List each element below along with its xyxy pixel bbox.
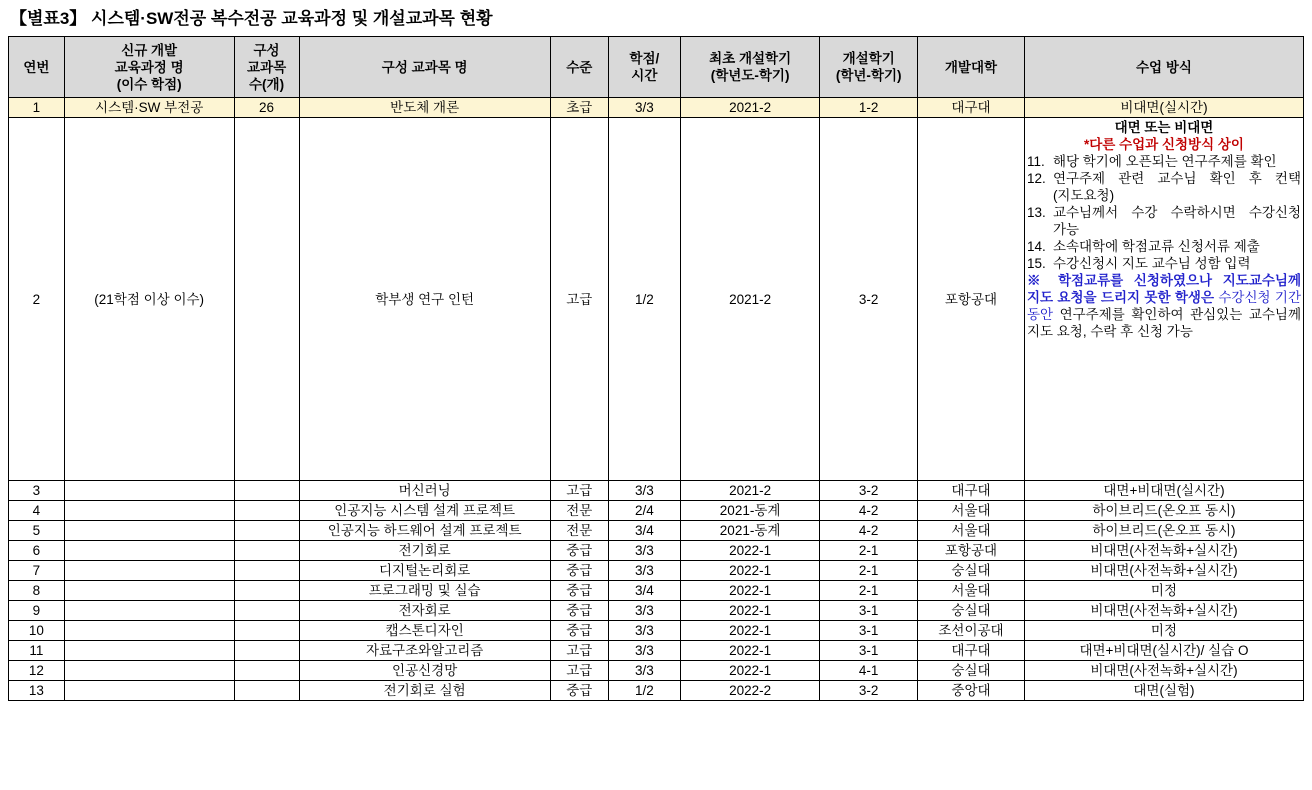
cell-open-term: 4-1 [820, 661, 918, 681]
cell-subject-name: 반도체 개론 [299, 98, 550, 118]
cell-level: 중급 [550, 561, 608, 581]
col-header-open-term [820, 37, 918, 98]
cell-course-name [64, 581, 234, 601]
notes-list-item [1027, 153, 1301, 170]
cell-index: 13 [9, 681, 65, 701]
cell-credit-hours: 1/2 [608, 118, 680, 481]
notes-item-text: 교수님께서 수강 수락하시면 수강신청 가능 [1052, 205, 1301, 237]
col-header-open-term-line-2: (학년-학기) [835, 68, 902, 83]
cell-level: 중급 [550, 621, 608, 641]
notes-list-item [1027, 238, 1301, 255]
cell-subject-name: 자료구조와알고리즘 [299, 641, 550, 661]
page-title: 【별표3】 시스템·SW전공 복수전공 교육과정 및 개설교과목 현황 [10, 9, 493, 28]
cell-dev-univ: 서울대 [918, 521, 1025, 541]
table-row [9, 118, 1304, 481]
cell-index: 2 [9, 118, 65, 481]
cell-level: 전문 [550, 501, 608, 521]
cell-dev-univ: 숭실대 [918, 661, 1025, 681]
cell-subject-count [234, 118, 299, 481]
notes-footnote-suffix: 연구주제를 확인하여 관심있는 교수님께 지도 요청, 수락 후 신청 가능 [1026, 307, 1301, 339]
table-row [9, 661, 1304, 681]
cell-index: 5 [9, 521, 65, 541]
col-header-first-term [680, 37, 819, 98]
notes-list-item [1027, 170, 1301, 204]
cell-first-term: 2021-2 [680, 118, 819, 481]
cell-dev-univ: 중앙대 [918, 681, 1025, 701]
cell-open-term: 3-1 [820, 601, 918, 621]
notes-list-item [1027, 204, 1301, 238]
notes-item-number: 11. [1026, 154, 1045, 169]
notes-item-text: 수강신청시 지도 교수님 성함 입력 [1052, 256, 1251, 271]
cell-level: 고급 [550, 118, 608, 481]
cell-level: 중급 [550, 681, 608, 701]
cell-credit-hours: 3/3 [608, 481, 680, 501]
cell-class-method: 비대면(사전녹화+실시간) [1024, 561, 1303, 581]
cell-subject-name: 인공지능 하드웨어 설계 프로젝트 [299, 521, 550, 541]
cell-dev-univ: 서울대 [918, 581, 1025, 601]
cell-course-name [64, 601, 234, 621]
table-row [9, 581, 1304, 601]
cell-level: 중급 [550, 601, 608, 621]
cell-index: 12 [9, 661, 65, 681]
cell-dev-univ: 대구대 [918, 98, 1025, 118]
table-body [9, 98, 1304, 701]
notes-item-text: 해당 학기에 오픈되는 연구주제를 확인 [1052, 154, 1277, 169]
cell-class-method: 미정 [1024, 581, 1303, 601]
col-header-subject-count-line-1: 구성 [253, 42, 280, 58]
table-row [9, 541, 1304, 561]
col-header-dev-univ [918, 37, 1025, 98]
cell-first-term: 2022-1 [680, 541, 819, 561]
cell-credit-hours: 3/4 [608, 581, 680, 601]
cell-level: 초급 [550, 98, 608, 118]
col-header-dev-univ-line-1: 개발대학 [944, 59, 998, 75]
cell-class-method: 미정 [1024, 621, 1303, 641]
table-row [9, 681, 1304, 701]
cell-subject-count [234, 561, 299, 581]
cell-index: 1 [9, 98, 65, 118]
cell-dev-univ: 숭실대 [918, 601, 1025, 621]
notes-warning: *다른 수업과 신청방식 상이 [1083, 137, 1244, 152]
cell-course-name [64, 661, 234, 681]
cell-course-name [64, 501, 234, 521]
notes-item-text: 연구주제 관련 교수님 확인 후 컨택(지도요청) [1052, 171, 1301, 203]
cell-course-name [64, 621, 234, 641]
cell-index: 6 [9, 541, 65, 561]
cell-dev-univ: 포항공대 [918, 118, 1025, 481]
cell-subject-count [234, 501, 299, 521]
cell-class-method: 대면(실험) [1024, 681, 1303, 701]
cell-credit-hours: 3/4 [608, 521, 680, 541]
cell-course-name [64, 541, 234, 561]
col-header-index-line-1: 연번 [23, 59, 50, 75]
col-header-level [550, 37, 608, 98]
cell-course-name [64, 481, 234, 501]
col-header-course-name-line-3: (이수 학점) [116, 76, 182, 92]
cell-first-term: 2021-2 [680, 98, 819, 118]
cell-subject-name: 전기회로 실험 [299, 681, 550, 701]
cell-subject-count: 26 [234, 98, 299, 118]
cell-credit-hours: 3/3 [608, 641, 680, 661]
cell-class-method-notes [1024, 118, 1303, 481]
cell-level: 전문 [550, 521, 608, 541]
col-header-credit-hours-line-2: 시간 [631, 68, 658, 83]
cell-dev-univ: 서울대 [918, 501, 1025, 521]
cell-course-name [64, 681, 234, 701]
table-row [9, 481, 1304, 501]
cell-subject-name: 머신러닝 [299, 481, 550, 501]
cell-index: 11 [9, 641, 65, 661]
cell-subject-name: 캡스톤디자인 [299, 621, 550, 641]
cell-class-method: 하이브리드(온오프 동시) [1024, 521, 1303, 541]
cell-dev-univ: 숭실대 [918, 561, 1025, 581]
table-row [9, 98, 1304, 118]
cell-dev-univ: 대구대 [918, 481, 1025, 501]
notes-footnote-highlight: 수강신청 기간 동안 [1026, 290, 1301, 322]
cell-open-term: 3-2 [820, 681, 918, 701]
cell-subject-count [234, 661, 299, 681]
cell-level: 고급 [550, 481, 608, 501]
cell-first-term: 2022-1 [680, 661, 819, 681]
col-header-open-term-line-1: 개설학기 [842, 51, 895, 66]
cell-class-method: 대면+비대면(실시간) [1024, 481, 1303, 501]
cell-open-term: 3-2 [820, 481, 918, 501]
col-header-class-method-line-1: 수업 방식 [1136, 59, 1192, 75]
table-row [9, 601, 1304, 621]
cell-subject-count [234, 621, 299, 641]
col-header-credit-hours [608, 37, 680, 98]
cell-subject-name: 전자회로 [299, 601, 550, 621]
table-header-row [9, 37, 1304, 98]
notes-item-number: 12. [1026, 171, 1046, 186]
notes-list [1027, 153, 1301, 272]
col-header-index [9, 37, 65, 98]
cell-open-term: 2-1 [820, 581, 918, 601]
notes-heading: 대면 또는 비대면 [1114, 120, 1214, 135]
col-header-class-method [1024, 37, 1303, 98]
cell-class-method: 대면+비대면(실시간)/ 실습 O [1024, 641, 1303, 661]
cell-dev-univ: 포항공대 [918, 541, 1025, 561]
cell-course-name [64, 521, 234, 541]
col-header-subject-count [234, 37, 299, 98]
cell-level: 고급 [550, 661, 608, 681]
cell-first-term: 2021-2 [680, 481, 819, 501]
col-header-subject-name-line-1: 구성 교과목 명 [381, 59, 468, 75]
notes-item-number: 14. [1026, 239, 1046, 254]
cell-open-term: 2-1 [820, 561, 918, 581]
cell-index: 3 [9, 481, 65, 501]
cell-subject-count [234, 641, 299, 661]
cell-level: 고급 [550, 641, 608, 661]
notes-list-item [1027, 255, 1301, 272]
table-row [9, 521, 1304, 541]
cell-level: 중급 [550, 581, 608, 601]
col-header-credit-hours-line-1: 학점/ [629, 51, 660, 66]
cell-credit-hours: 1/2 [608, 681, 680, 701]
cell-index: 8 [9, 581, 65, 601]
cell-subject-name: 프로그래밍 및 실습 [299, 581, 550, 601]
cell-dev-univ: 조선이공대 [918, 621, 1025, 641]
cell-first-term: 2022-1 [680, 601, 819, 621]
cell-course-name: (21학점 이상 이수) [64, 118, 234, 481]
cell-first-term: 2021-동계 [680, 501, 819, 521]
cell-subject-name: 인공지능 시스템 설계 프로젝트 [299, 501, 550, 521]
col-header-course-name-line-1: 신규 개발 [121, 42, 178, 58]
notes-footnote [1027, 272, 1301, 340]
cell-first-term: 2022-1 [680, 641, 819, 661]
col-header-subject-name [299, 37, 550, 98]
cell-subject-name: 전기회로 [299, 541, 550, 561]
cell-credit-hours: 3/3 [608, 621, 680, 641]
cell-open-term: 3-1 [820, 641, 918, 661]
notes-item-text: 소속대학에 학점교류 신청서류 제출 [1052, 239, 1260, 254]
cell-subject-count [234, 521, 299, 541]
cell-subject-count [234, 541, 299, 561]
cell-open-term: 4-2 [820, 501, 918, 521]
cell-class-method: 하이브리드(온오프 동시) [1024, 501, 1303, 521]
cell-first-term: 2022-1 [680, 621, 819, 641]
cell-course-name: 시스템·SW 부전공 [64, 98, 234, 118]
cell-dev-univ: 대구대 [918, 641, 1025, 661]
cell-class-method: 비대면(실시간) [1024, 98, 1303, 118]
cell-subject-count [234, 601, 299, 621]
table-row [9, 501, 1304, 521]
cell-subject-name: 학부생 연구 인턴 [299, 118, 550, 481]
cell-course-name [64, 561, 234, 581]
cell-open-term: 2-1 [820, 541, 918, 561]
cell-level: 중급 [550, 541, 608, 561]
cell-first-term: 2022-2 [680, 681, 819, 701]
cell-class-method: 비대면(사전녹화+실시간) [1024, 601, 1303, 621]
cell-subject-name: 인공신경망 [299, 661, 550, 681]
col-header-subject-count-line-3: 수(개) [249, 76, 285, 92]
course-table [8, 36, 1304, 701]
cell-index: 4 [9, 501, 65, 521]
col-header-course-name-line-2: 교육과정 명 [114, 59, 184, 75]
cell-subject-name: 디지털논리회로 [299, 561, 550, 581]
cell-class-method: 비대면(사전녹화+실시간) [1024, 661, 1303, 681]
col-header-level-line-1: 수준 [566, 59, 593, 75]
cell-credit-hours: 3/3 [608, 541, 680, 561]
table-header [9, 37, 1304, 98]
cell-credit-hours: 3/3 [608, 98, 680, 118]
cell-first-term: 2021-동계 [680, 521, 819, 541]
notes-item-number: 15. [1026, 256, 1046, 271]
notes-item-number: 13. [1026, 205, 1046, 220]
cell-open-term: 1-2 [820, 98, 918, 118]
cell-credit-hours: 3/3 [608, 601, 680, 621]
col-header-first-term-line-1: 최초 개설학기 [709, 51, 792, 66]
cell-open-term: 4-2 [820, 521, 918, 541]
col-header-course-name [64, 37, 234, 98]
cell-subject-count [234, 481, 299, 501]
cell-index: 7 [9, 561, 65, 581]
cell-index: 10 [9, 621, 65, 641]
table-row [9, 561, 1304, 581]
col-header-subject-count-line-2: 교과목 [247, 59, 287, 75]
cell-class-method: 비대면(사전녹화+실시간) [1024, 541, 1303, 561]
cell-open-term: 3-1 [820, 621, 918, 641]
cell-credit-hours: 2/4 [608, 501, 680, 521]
cell-subject-count [234, 681, 299, 701]
cell-first-term: 2022-1 [680, 561, 819, 581]
table-row [9, 621, 1304, 641]
cell-subject-count [234, 581, 299, 601]
cell-credit-hours: 3/3 [608, 561, 680, 581]
table-row [9, 641, 1304, 661]
cell-credit-hours: 3/3 [608, 661, 680, 681]
cell-first-term: 2022-1 [680, 581, 819, 601]
cell-open-term: 3-2 [820, 118, 918, 481]
notes-footnote-prefix: ※ 학점교류를 신청하였으나 지도교수님께 지도 요청을 드리지 못한 학생은 [1026, 273, 1301, 305]
cell-course-name [64, 641, 234, 661]
col-header-first-term-line-2: (학년도-학기) [710, 68, 790, 83]
cell-index: 9 [9, 601, 65, 621]
